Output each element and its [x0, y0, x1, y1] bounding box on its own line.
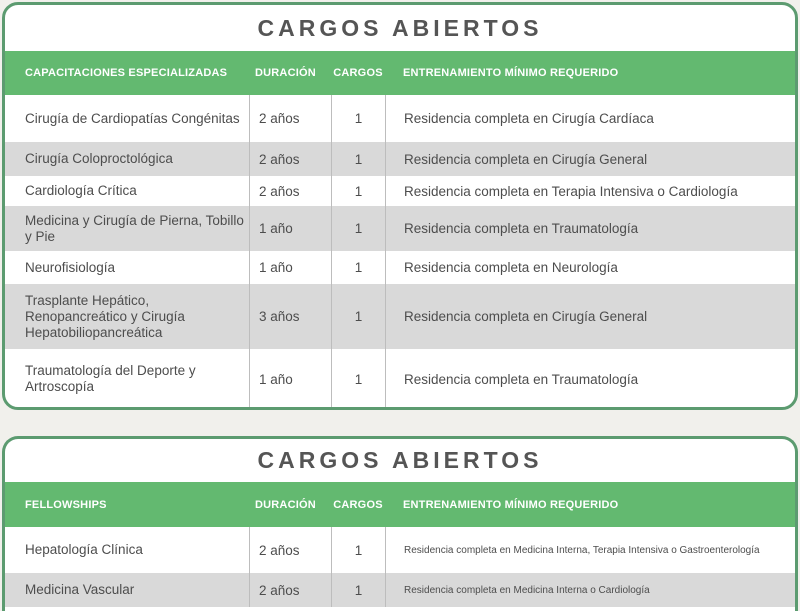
row-requirement: Residencia completa en Medicina Interna o Cardiología [385, 573, 795, 607]
row-duration: 1 año [249, 349, 331, 409]
specialized-training-card [2, 2, 798, 410]
row-requirement: Residencia completa en Traumatología [385, 349, 795, 409]
row-duration: 2 años [249, 95, 331, 142]
table-row [5, 95, 795, 142]
row-positions: 1 [331, 349, 385, 409]
row-requirement: Residencia completa en Terapia Intensiva o Cardiología [385, 176, 795, 206]
row-program: Medicina y Cirugía de Pierna, Tobillo y Pie [25, 212, 244, 244]
row-duration: 3 años [249, 284, 331, 349]
row-program: Trasplante Hepático, Renopancreático y Cirugía Hepatobiliopancreática [25, 292, 185, 340]
card-title: CARGOS ABIERTOS [257, 447, 543, 473]
row-duration: 1 año [249, 251, 331, 284]
header-positions: CARGOS [333, 67, 383, 79]
row-requirement: Residencia completa en Traumatología [385, 206, 795, 251]
row-program: Hepatología Clínica [25, 542, 143, 557]
table-row [5, 527, 795, 573]
table-header [5, 51, 795, 95]
row-program: Traumatología del Deporte y Artroscopía [25, 363, 196, 394]
row-program: Neurofisiología [25, 259, 116, 275]
table-row [5, 206, 795, 251]
header-positions: CARGOS [333, 498, 383, 511]
header-duration: DURACIÓN [255, 67, 316, 79]
header-duration: DURACIÓN [255, 498, 316, 511]
fellowships-card [2, 436, 798, 611]
header-fellowships: FELLOWSHIPS [25, 498, 107, 511]
row-program: Cirugía de Cardiopatías Congénitas [25, 110, 240, 126]
row-duration: 2 años [249, 573, 331, 607]
table-row [5, 142, 795, 176]
header-requirement: ENTRENAMIENTO MÍNIMO REQUERIDO [403, 498, 619, 511]
row-duration: 2 años [249, 176, 331, 206]
table-row [5, 573, 795, 607]
row-duration: 2 años [249, 142, 331, 176]
row-duration: 1 año [249, 206, 331, 251]
row-duration: 2 años [249, 527, 331, 573]
row-requirement: Residencia completa en Cirugía General [385, 142, 795, 176]
row-requirement: Residencia completa en Cirugía Cardíaca [385, 95, 795, 142]
table-row [5, 284, 795, 349]
row-positions: 1 [331, 251, 385, 284]
row-positions: 1 [331, 206, 385, 251]
row-program: Cirugía Coloproctológica [25, 151, 173, 166]
row-positions: 1 [331, 95, 385, 142]
row-requirement: Residencia completa en Neurología [385, 251, 795, 284]
row-positions: 1 [331, 142, 385, 176]
row-program: Cardiología Crítica [25, 183, 137, 198]
table-row [5, 176, 795, 206]
row-requirement: Residencia completa en Medicina Interna, Terapia Intensiva o Gastroenterología [385, 527, 795, 573]
table-header [5, 482, 795, 527]
row-positions: 1 [331, 176, 385, 206]
table-row [5, 251, 795, 284]
card-title: CARGOS ABIERTOS [257, 14, 543, 41]
header-requirement: ENTRENAMIENTO MÍNIMO REQUERIDO [403, 67, 619, 79]
row-requirement: Residencia completa en Cirugía General [385, 284, 795, 349]
row-positions: 1 [331, 527, 385, 573]
row-positions: 1 [331, 284, 385, 349]
row-program: Medicina Vascular [25, 582, 135, 597]
table-row [5, 349, 795, 409]
header-specialized-training: CAPACITACIONES ESPECIALIZADAS [25, 67, 228, 79]
row-positions: 1 [331, 573, 385, 607]
